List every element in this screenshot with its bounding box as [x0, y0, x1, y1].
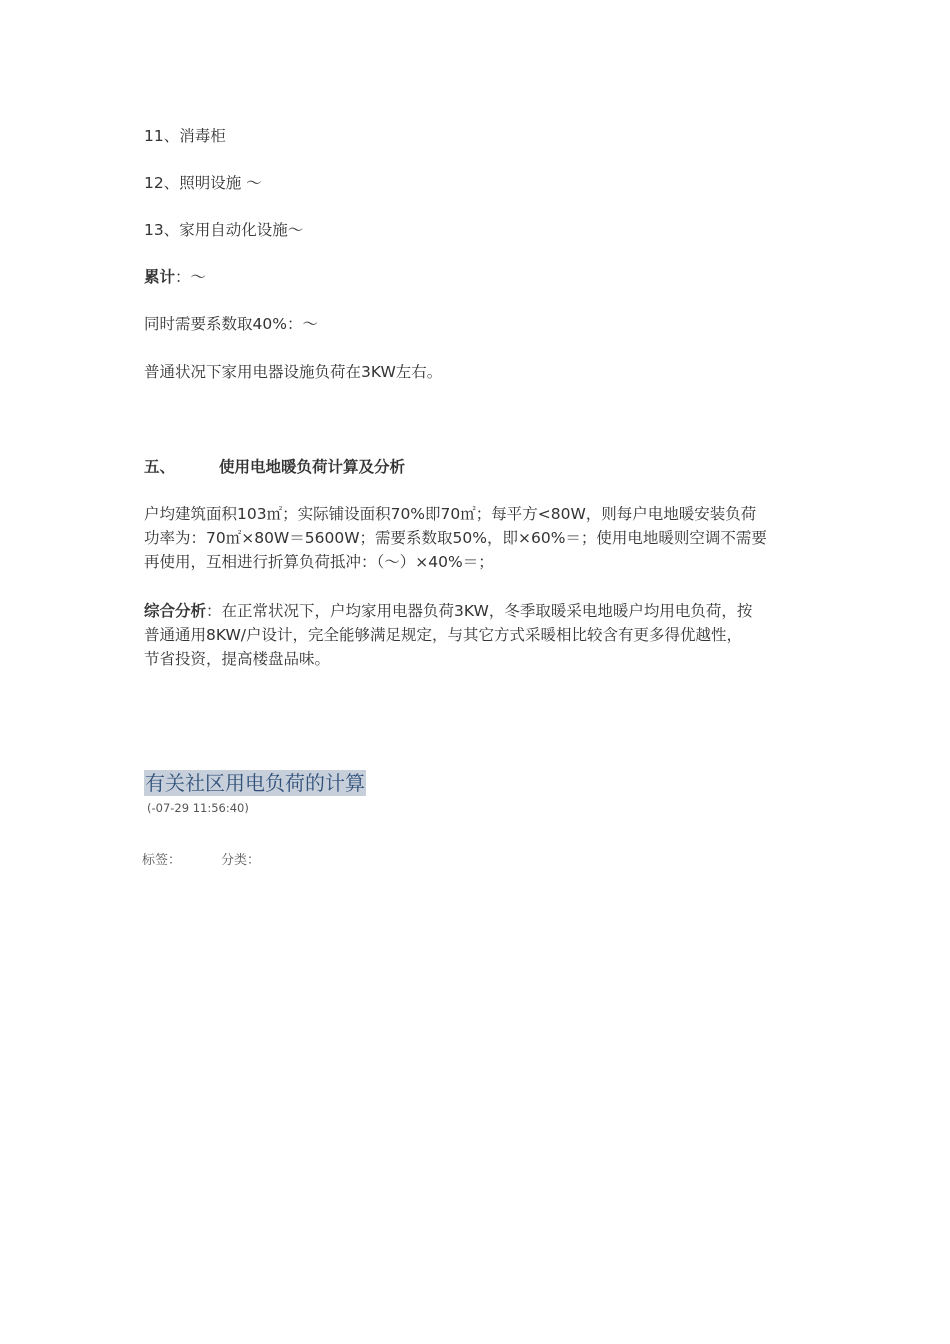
demand-factor-line: 同时需要系数取40%：～ [144, 315, 318, 333]
analysis-text: ：在正常状况下，户均家用电器负荷3KW，冬季取暖采电地暖户均用电负荷，按 [206, 602, 753, 620]
category-label: 分类： [221, 853, 261, 868]
article-timestamp: (-07-29 11:56:40) [147, 801, 249, 815]
total-line [144, 265, 206, 290]
paragraph-line: 普通通用8KW/户设计，完全能够满足规定，与其它方式采暖相比较含有更多得优越性， [144, 626, 743, 644]
article-title[interactable]: 有关社区用电负荷的计算 [145, 771, 365, 795]
list-item-12: 12、照明设施 ～ [144, 174, 262, 192]
section-heading [144, 455, 405, 480]
list-item-13: 13、家用自动化设施～ [144, 221, 304, 239]
analysis-label: 综合分析 [144, 602, 207, 620]
paragraph-line: 功率为：70㎡×80W＝5600W；需要系数取50%，即×60%＝；使用电地暖则空调不需要 [144, 529, 767, 547]
section-number: 五、 [144, 458, 176, 476]
list-item-11: 11、消毒柜 [144, 127, 226, 145]
normal-load-line: 普通状况下家用电器设施负荷在3KW左右。 [144, 363, 443, 381]
total-label: 累计 [144, 268, 176, 286]
paragraph-line [144, 599, 809, 623]
floor-heating-paragraph [144, 502, 809, 574]
total-value: ：～ [175, 268, 207, 286]
paragraph-line: 节省投资，提高楼盘品味。 [144, 650, 331, 668]
paragraph-line: 再使用，互相进行折算负荷抵冲：（～）×40%＝； [144, 553, 494, 571]
tags-label: 标签： [142, 853, 182, 868]
paragraph-line: 户均建筑面积103㎡；实际铺设面积70%即70㎡；每平方<80W，则每户电地暖安装负荷 [144, 505, 757, 523]
analysis-paragraph [144, 599, 809, 671]
section-title: 使用电地暖负荷计算及分析 [219, 458, 406, 476]
